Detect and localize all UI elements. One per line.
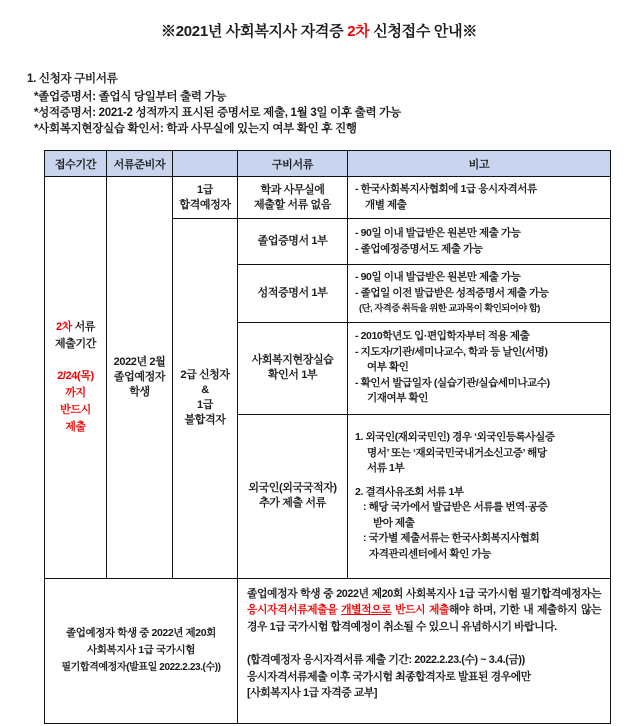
section-heading: 1. 신청자 구비서류 [27, 73, 118, 85]
note-line: - 지도자/기관/세미나교수, 학과 등 날인(서명) [355, 345, 548, 358]
period-line2: 제출기간 [55, 337, 96, 350]
note-cell [348, 414, 611, 578]
group2-line: & [201, 384, 209, 397]
preparer-line: 2022년 2월 [113, 355, 166, 368]
table-header-row [45, 151, 611, 177]
note-cell [348, 322, 611, 414]
deadline-must: 반드시 [60, 403, 91, 416]
deadline-until: 까지 [65, 386, 86, 399]
table-row [45, 177, 611, 219]
doc-line: 졸업증명서 1부 [257, 235, 328, 247]
doc-cell-graduation [238, 219, 348, 265]
doc-cell-field-practice [238, 322, 348, 414]
note-line: 받아 제출 [373, 516, 415, 529]
doc-line: 외국인(외국국적자) [248, 482, 337, 494]
group-cell-grade1-expected [173, 177, 238, 219]
footer-left-line: 사회복지사 1급 국가시험 [87, 644, 195, 656]
doc-line: 사회복지현장실습 [251, 354, 334, 366]
group2-line: 2급 신청자 [180, 369, 230, 382]
col-header-period: 접수기간 [45, 151, 107, 177]
deadline-date: 2/24(목) [57, 369, 94, 382]
group2-line: 1급 [197, 399, 213, 412]
footer-certificate-issue-note: [사회복지사 1급 자격증 교부] [247, 687, 378, 699]
footer-para-red-underlined: 개별적으로 [341, 604, 392, 616]
note-line: 개별 제출 [365, 198, 407, 211]
group2-line: 불합격자 [184, 414, 226, 427]
section-required-documents [27, 71, 611, 137]
requirements-table [44, 150, 611, 724]
note-line: - 한국사회복지사협회에 1급 응시자격서류 [355, 183, 537, 195]
section-bullets [34, 89, 611, 137]
note-line: - 90일 이내 발급받은 원본만 제출 가능 [355, 271, 521, 283]
footer-para-red: 응시자격서류제출을 [247, 604, 338, 616]
bullet-field-practice: *사회복지현장실습 확인서: 학과 사무실에 있는지 여부 확인 후 진행 [34, 123, 357, 135]
note-line: 명서’ 또는 ‘재외국민국내거소신고증’ 해당 [367, 446, 547, 459]
title-suffix: 신청접수 안내※ [369, 23, 477, 40]
preparer-cell [107, 177, 173, 579]
note-line: 1. 외국인(재외국민인) 경우 ‘외국인등록사실증 [355, 431, 555, 443]
doc-cell-transcript [238, 265, 348, 323]
preparer-line: 졸업예정자 [113, 370, 166, 383]
note-line: 기재여부 확인 [367, 392, 428, 405]
doc-line: 확인서 1부 [267, 369, 318, 381]
doc-line: 추가 제출 서류 [259, 497, 326, 509]
note-cell [348, 177, 611, 219]
footer-final-pass-note: 응시자격서류제출 이후 국가시험 최종합격자로 발표된 경우에만 [247, 670, 531, 683]
bullet-graduation-certificate: *졸업증명서: 졸업식 당일부터 출력 가능 [34, 91, 227, 103]
footer-para-black: 해야 하며, 기한 내 제출하지 않는 경우 1급 국가시험 합격예정이 취소될 수 있으니 유념하시기 바랍니다. [247, 604, 602, 633]
bullet-transcript: *성적증명서: 2021-2 성적까지 표시된 증명서로 제출, 1월 3일 이후 출력 가능 [34, 107, 401, 119]
page-title [27, 20, 611, 41]
period-round: 2차 [55, 320, 72, 333]
note-line: - 확인서 발급일자 (실습기관/실습세미나교수) [355, 376, 550, 389]
title-prefix: ※2021년 사회복지사 자격증 [161, 23, 348, 40]
col-header-group [173, 151, 238, 177]
period-cell [45, 177, 107, 579]
footer-para-black: 졸업예정자 학생 중 2022년 제20회 사회복지사 1급 국가시험 필기합격예정자는 [247, 587, 601, 600]
footer-right-cell [238, 578, 611, 723]
footer-left-line: 졸업예정자 학생 중 2022년 제20회 [66, 627, 216, 639]
footer-submit-period: (합격예정자 응시자격서류 제출 기간: 2022.2.23.(수) ~ 3.4.(금)) [247, 654, 525, 666]
col-header-documents: 구비서류 [238, 151, 348, 177]
note-line: 서류 1부 [367, 462, 405, 474]
note-line: 여부 확인 [367, 361, 409, 374]
footer-left-cell [45, 578, 238, 723]
doc-line: 성적증명서 1부 [257, 286, 328, 299]
footer-warning-paragraph [247, 586, 601, 636]
doc-line: 학과 사무실에 [260, 183, 325, 196]
footer-para-red: 반드시 [395, 604, 426, 616]
note-line: 2. 결격사유조회 서류 1부 [355, 485, 464, 498]
group1-line: 합격예정자 [179, 198, 231, 211]
note-line: 자격관리센터에서 확인 가능 [369, 547, 491, 560]
note-line: - 졸업일 이전 발급받은 성적증명서 제출 가능 [355, 286, 549, 299]
doc-line: 제출할 서류 없음 [254, 198, 331, 211]
note-line: - 90일 이내 발급받은 원본만 제출 가능 [355, 227, 521, 239]
deadline-submit: 제출 [65, 420, 86, 433]
note-cell [348, 265, 611, 323]
title-round-highlight: 2차 [347, 23, 370, 40]
note-line: : 국가별 제출서류는 한국사회복지사협회 [363, 532, 540, 544]
footer-para-red: 제출 [428, 604, 450, 616]
preparer-line: 학생 [129, 385, 150, 398]
note-line: - 2010학년도 입·편입학자부터 적용 제출 [355, 330, 530, 343]
doc-cell-none [238, 177, 348, 219]
period-rest: 서류 [71, 320, 96, 333]
note-cell [348, 219, 611, 265]
col-header-remarks: 비고 [348, 151, 611, 177]
col-header-preparer: 서류준비자 [107, 151, 173, 177]
doc-cell-foreigner [238, 414, 348, 578]
table-footer-row [45, 578, 611, 723]
group1-line: 1급 [197, 183, 213, 196]
footer-left-line: 필기합격예정자(발표일 2022.2.23.(수)) [61, 662, 221, 673]
note-line-small: (단, 자격증 취득을 위한 교과목이 확인되어야 함) [359, 303, 540, 313]
note-line: - 졸업예정증명서도 제출 가능 [355, 242, 483, 255]
note-line: : 해당 국가에서 발급받은 서류를 번역·공증 [363, 501, 548, 513]
group-cell-grade2-applicants [173, 219, 238, 579]
